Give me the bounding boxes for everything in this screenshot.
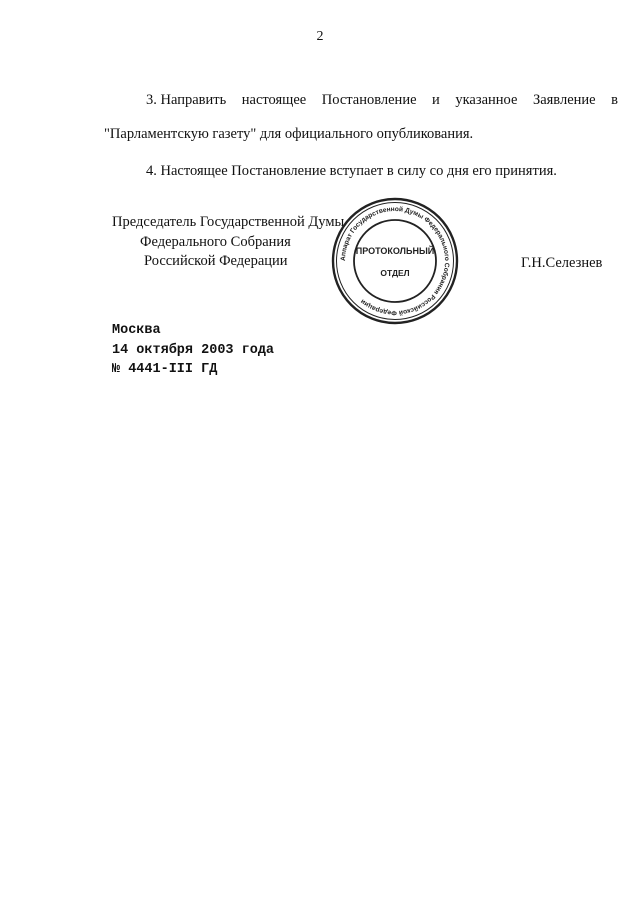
official-stamp	[330, 196, 460, 326]
paragraph-3-word: Заявление	[532, 92, 596, 108]
paragraph-3-line-1	[146, 92, 618, 109]
paragraph-3-line-2: "Парламентскую газету" для официального опубликования.	[104, 126, 474, 142]
paragraph-3-word: указанное	[455, 92, 518, 108]
paragraph-4: 4. Настоящее Постановление вступает в силу со дня его принятия.	[146, 163, 557, 179]
document-number: № 4441-III ГД	[112, 362, 218, 377]
signatory-title-line-2: Федерального Собрания	[140, 234, 291, 250]
stamp-outer-ring	[333, 199, 457, 323]
stamp-center-bottom: ОТДЕЛ	[380, 268, 410, 278]
page-number: 2	[316, 29, 324, 44]
signatory-title-line-3: Российской Федерации	[144, 253, 288, 269]
paragraph-3-word: в	[611, 92, 618, 108]
document-city: Москва	[112, 323, 161, 338]
signatory-title-line-1: Председатель Государственной Думы	[112, 214, 345, 230]
paragraph-3-word: и	[432, 92, 440, 108]
signatory-name: Г.Н.Селезнев	[521, 255, 603, 271]
paragraph-3-word: настоящее	[241, 92, 307, 108]
paragraph-3-word: Постановление	[321, 92, 417, 108]
paragraph-3-word: 3. Направить	[146, 92, 227, 108]
stamp-ring-text: Аппарат Государственной Думы Федерального Собрания Российской Федерации	[339, 205, 451, 317]
stamp-center-top: ПРОТОКОЛЬНЫЙ	[355, 246, 435, 256]
document-date: 14 октября 2003 года	[112, 343, 275, 358]
stamp-inner-ring	[354, 220, 436, 302]
